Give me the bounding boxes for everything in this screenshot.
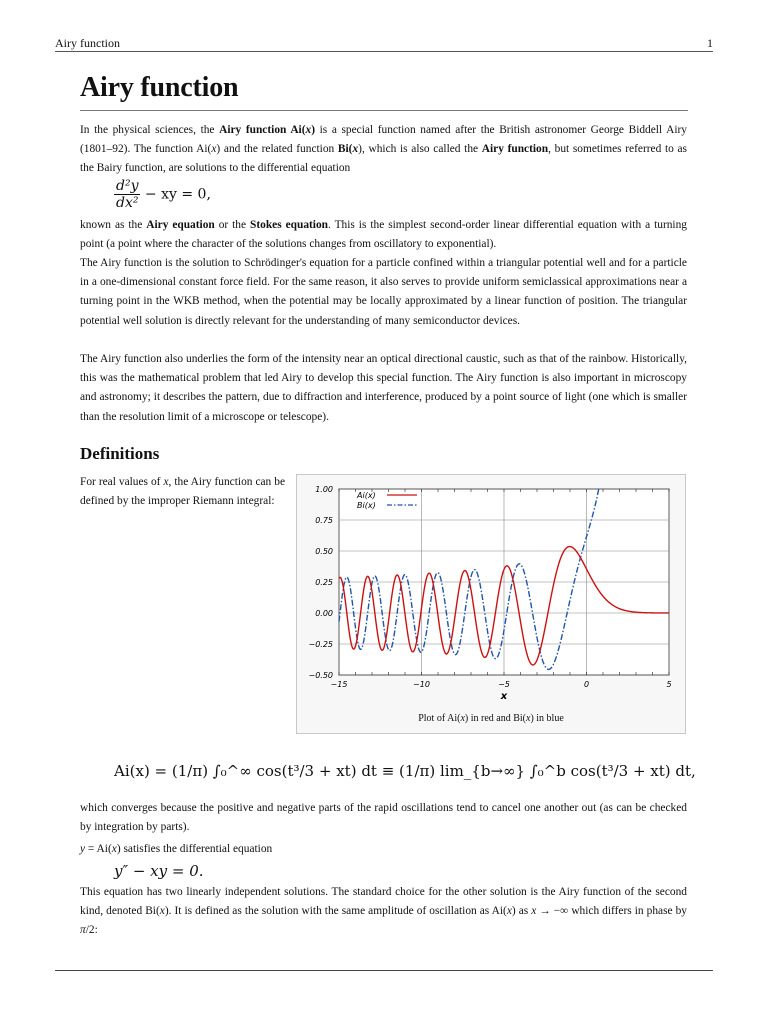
title-divider (80, 110, 688, 111)
y-tick-label: −0.25 (308, 640, 333, 649)
running-header (55, 36, 713, 52)
y-tick-label: 0.25 (315, 578, 333, 587)
second-order-equation: y″ − xy = 0. (114, 862, 204, 880)
intro-paragraph-1: In the physical sciences, the Airy function Ai(x) is a special function named after the British astronomer George Biddell Airy (1801–92). The function Ai(x) and the related function Bi(x), which is also called the Airy function, but sometimes referred to as the Bairy function, are solutions to the differential equation (80, 124, 687, 175)
y-tick-label: 0.50 (315, 547, 333, 556)
airy-plot-figure (296, 474, 686, 734)
footer-divider (55, 970, 713, 971)
convergence-paragraph: which converges because the positive and negative parts of the rapid oscillations tend to cancel one another out (as can be checked by integration by parts). (80, 802, 687, 834)
legend-label-bi: Bi(x) (357, 501, 376, 510)
y-tick-label: −0.50 (308, 671, 333, 680)
y-tick-label: 1.00 (315, 485, 333, 494)
y-tick-label: 0.00 (315, 609, 333, 618)
definitions-paragraph: For real values of x, the Airy function can be defined by the improper Riemann integral: (80, 476, 285, 508)
running-title: Airy function (55, 36, 120, 50)
page-title: Airy function (80, 72, 239, 103)
page-number: 1 (707, 36, 713, 50)
differential-equation-sentence: y = Ai(x) satisfies the differential equation (80, 843, 273, 855)
x-axis-label: x (500, 691, 508, 702)
y-tick-label: 0.75 (315, 516, 333, 525)
second-solution-paragraph: This equation has two linearly independent solutions. The standard choice for the other solution is the Airy function of the second kind, denoted Bi(x). It is defined as the solution with the same amplitude of oscillation as Ai(x) as x → −∞ which differs in phase by π/2: (80, 886, 687, 937)
section-heading-definitions: Definitions (80, 444, 160, 463)
x-tick-label: −15 (330, 680, 348, 689)
intro-paragraph-3: The Airy function is the solution to Schrödinger's equation for a particle confined within a triangular potential well and for a particle in a one-dimensional constant force field. For the same reason, it also serves to provide uniform semiclassical approximations near a turning point in the WKB method, when the potential may be locally approximated by a linear function of position. The triangular potential well solution is directly relevant for the understanding of many semiconductor devices. (80, 257, 687, 327)
x-tick-label: −10 (413, 680, 430, 689)
x-tick-label: 5 (666, 680, 672, 689)
x-tick-label: −5 (498, 680, 510, 689)
intro-paragraph-4: The Airy function also underlies the form of the intensity near an optical directional caustic, such as that of the rainbow. Historically, this was the mathematical problem that led Airy to develop this special function. The Airy function is also important in microscopy and astronomy; it describes the pattern, due to diffraction and interference, produced by a point source of light (one which is smaller than the resolution limit of a microscope or telescope). (80, 353, 687, 423)
figure-caption: Plot of Ai(x) in red and Bi(x) in blue (418, 713, 564, 724)
airy-plot-chart (297, 475, 687, 710)
airy-equation-display: $\frac{\text{d²y}}{\text{dx²}}$ − xy = 0, (116, 178, 211, 211)
airy-integral-definition: Ai(x) = (1/π) ∫₀^∞ cos(t³/3 + xt) dt ≡ (1/π) lim_{b→∞} ∫₀^b cos(t³/3 + xt) dt, (114, 762, 696, 780)
intro-paragraph-2: known as the Airy equation or the Stokes equation. This is the simplest second-order linear differential equation with a turning point (a point where the character of the solutions changes from oscillatory to exponential). (80, 219, 687, 251)
x-tick-label: 0 (583, 680, 590, 689)
legend-label-ai: Ai(x) (357, 491, 376, 500)
